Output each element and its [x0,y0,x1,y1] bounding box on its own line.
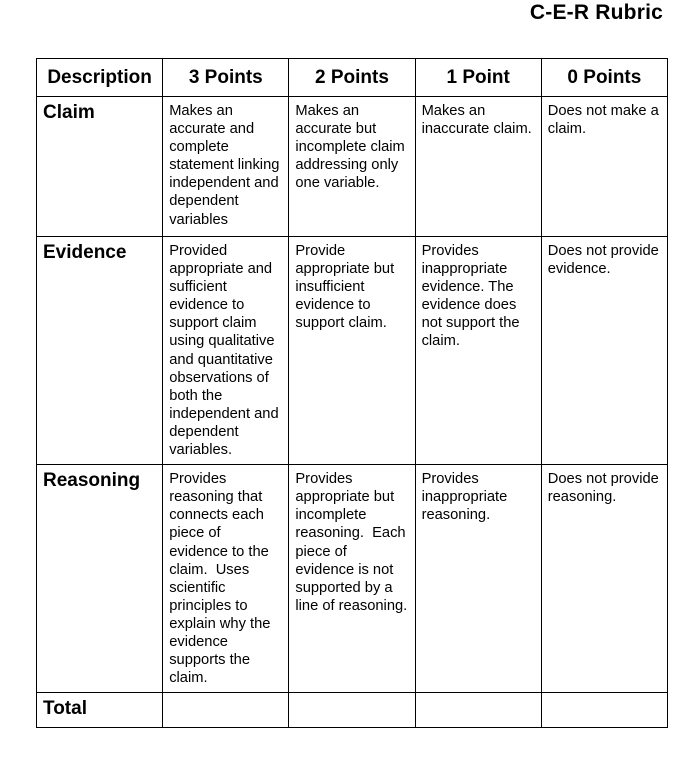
cell-reasoning-2-points: Provides appropriate but incomplete reasoning. Each piece of evidence is not supported by a line of reasoning. [289,465,415,693]
table-row-claim [37,97,668,237]
cell-reasoning-1-point: Provides inappropriate reasoning. [415,465,541,693]
header-row [37,59,668,97]
cell-total-1-point [415,693,541,728]
row-label-evidence: Evidence [37,237,163,465]
cell-claim-0-points: Does not make a claim. [541,97,667,237]
cell-evidence-1-point: Provides inappropriate evidence. The evidence does not support the claim. [415,237,541,465]
column-header-2-points: 2 Points [289,59,415,97]
table-row-evidence [37,237,668,465]
cell-total-0-points [541,693,667,728]
cell-evidence-2-points: Provide appropriate but insufficient evidence to support claim. [289,237,415,465]
cell-evidence-0-points: Does not provide evidence. [541,237,667,465]
cell-claim-1-point: Makes an inaccurate claim. [415,97,541,237]
cell-claim-2-points: Makes an accurate but incomplete claim addressing only one variable. [289,97,415,237]
rubric-table [36,58,668,728]
column-header-3-points: 3 Points [163,59,289,97]
cell-total-2-points [289,693,415,728]
row-label-claim: Claim [37,97,163,237]
cell-claim-3-points: Makes an accurate and complete statement linking independent and dependent variables [163,97,289,237]
cell-reasoning-0-points: Does not provide reasoning. [541,465,667,693]
column-header-description: Description [37,59,163,97]
column-header-0-points: 0 Points [541,59,667,97]
document-title: C-E-R Rubric [529,1,663,24]
column-header-1-point: 1 Point [415,59,541,97]
table-row-reasoning [37,465,668,693]
table-row-total [37,693,668,728]
cell-total-3-points [163,693,289,728]
cell-reasoning-3-points: Provides reasoning that connects each piece of evidence to the claim. Uses scientific principles to explain why the evidence supports the claim. [163,465,289,693]
row-label-total: Total [37,693,163,728]
cell-evidence-3-points: Provided appropriate and sufficient evidence to support claim using qualitative and quantitative observations of both the independent and dependent variables. [163,237,289,465]
row-label-reasoning: Reasoning [37,465,163,693]
